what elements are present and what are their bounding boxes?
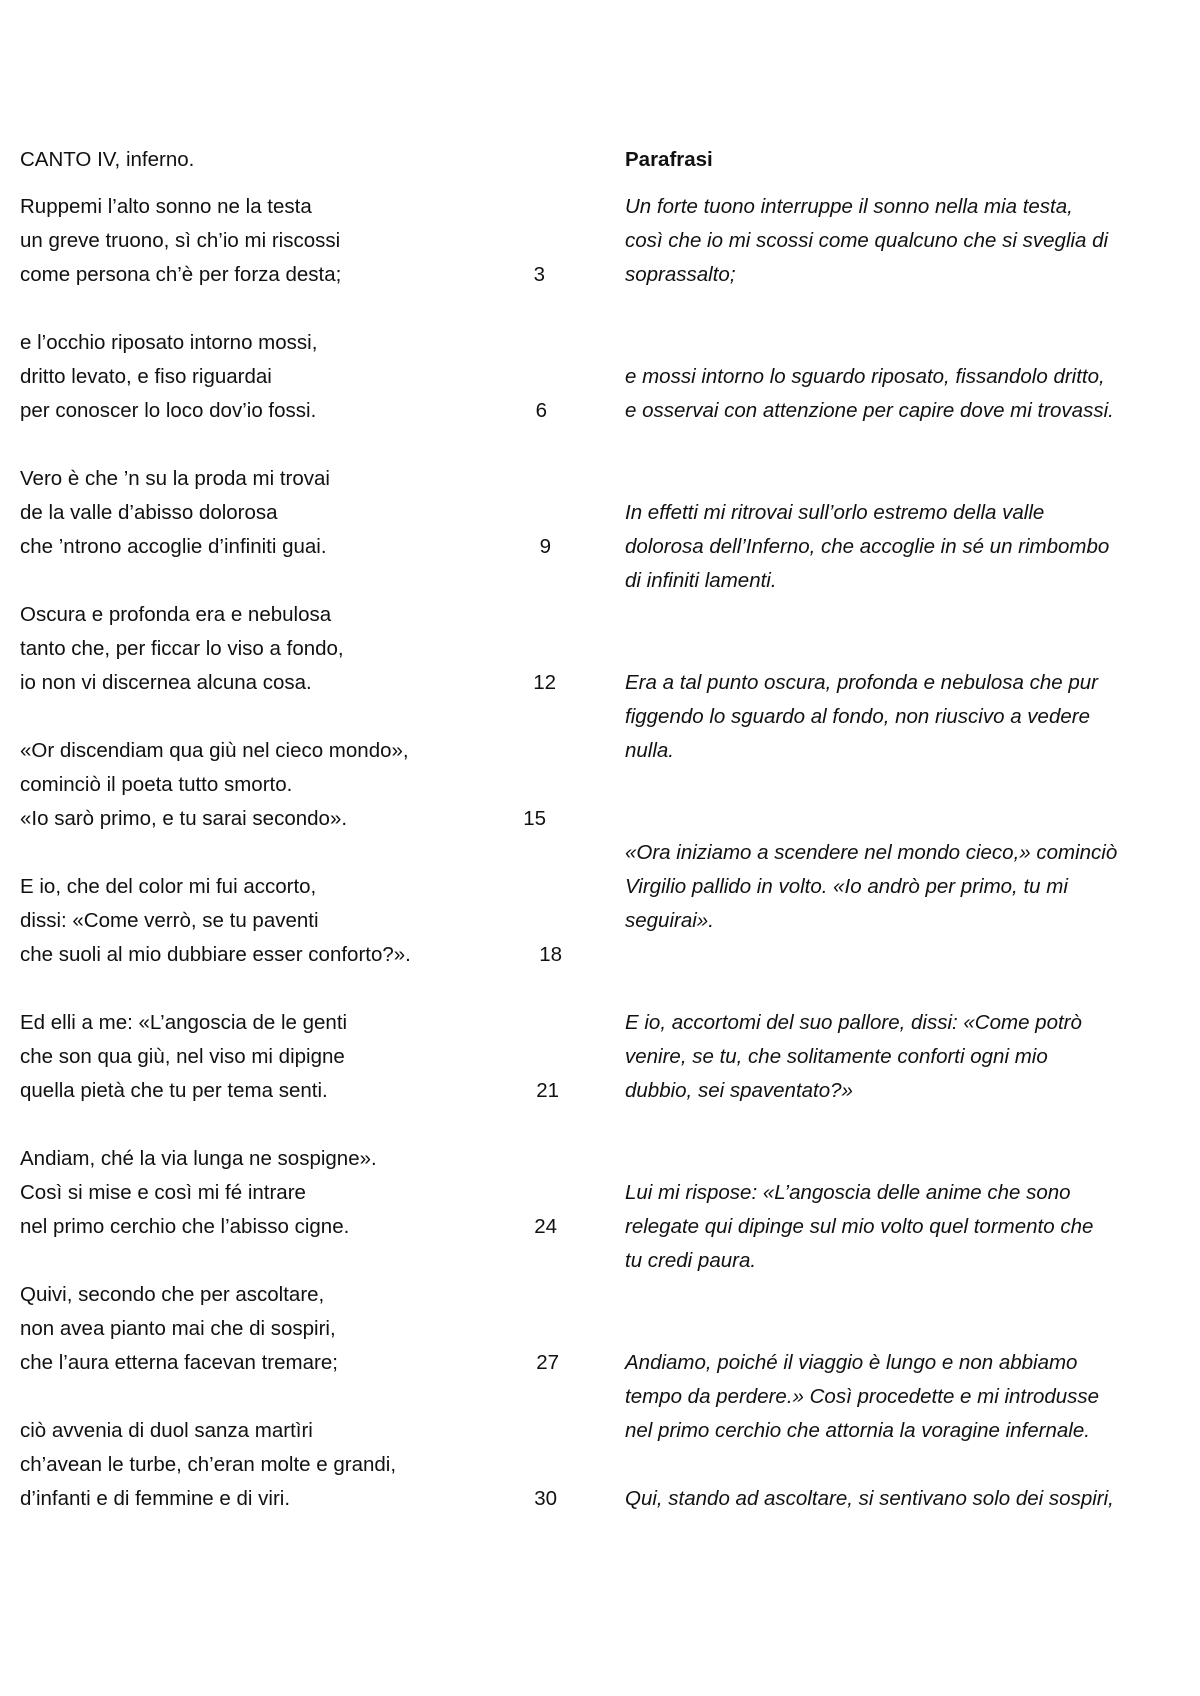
paraphrase-line: «Ora iniziamo a scendere nel mondo cieco,» cominciò — [625, 841, 1118, 864]
paraphrase-line: Un forte tuono interruppe il sonno nella mia testa, — [625, 195, 1073, 218]
verse-line: ch’avean le turbe, ch’eran molte e grandi, — [20, 1453, 397, 1476]
paraphrase-line: e mossi intorno lo sguardo riposato, fissandolo dritto, — [625, 365, 1105, 388]
verse-number: 27 — [536, 1351, 559, 1374]
verse-line: come persona ch’è per forza desta; — [20, 263, 342, 286]
paraphrase-line: Qui, stando ad ascoltare, si sentivano solo dei sospiri, — [625, 1487, 1114, 1510]
verse-line: io non vi discernea alcuna cosa. — [20, 671, 312, 694]
verse-line: che ’ntrono accoglie d’infiniti guai. — [20, 535, 327, 558]
paraphrase-line: soprassalto; — [625, 263, 736, 286]
verse-number: 21 — [536, 1079, 559, 1102]
verse-line: per conoscer lo loco dov’io fossi. — [20, 399, 317, 422]
verse-number: 6 — [535, 399, 547, 422]
paraphrase-line: venire, se tu, che solitamente conforti ogni mio — [625, 1045, 1048, 1068]
verse-line: Quivi, secondo che per ascoltare, — [20, 1283, 325, 1306]
verse-line: quella pietà che tu per tema senti. — [20, 1079, 328, 1102]
paraphrase-line: così che io mi scossi come qualcuno che si sveglia di — [625, 229, 1109, 252]
verse-line: «Io sarò primo, e tu sarai secondo». — [20, 807, 348, 830]
canto-title: CANTO IV, inferno. — [20, 148, 195, 171]
verse-number: 3 — [533, 263, 545, 286]
paraphrase-line: dolorosa dell’Inferno, che accoglie in sé un rimbombo — [625, 535, 1110, 558]
paraphrase-line: tempo da perdere.» Così procedette e mi introdusse — [625, 1385, 1100, 1408]
paraphrase-line: dubbio, sei spaventato?» — [625, 1079, 853, 1102]
verse-line: dritto levato, e fiso riguardai — [20, 365, 272, 388]
verse-line: Vero è che ’n su la proda mi trovai — [20, 467, 330, 490]
verse-line: che l’aura etterna facevan tremare; — [20, 1351, 338, 1374]
verse-number: 18 — [539, 943, 562, 966]
paraphrase-line: nulla. — [625, 739, 675, 762]
paraphrase-line: Lui mi rispose: «L’angoscia delle anime che sono — [625, 1181, 1071, 1204]
paraphrase-line: e osservai con attenzione per capire dove mi trovassi. — [625, 399, 1114, 422]
paraphrase-line: E io, accortomi del suo pallore, dissi: «Come potrò — [625, 1011, 1082, 1034]
verse-line: Ruppemi l’alto sonno ne la testa — [20, 195, 312, 218]
paraphrase-line: nel primo cerchio che attornia la voragine infernale. — [625, 1419, 1090, 1442]
verse-line: Andiam, ché la via lunga ne sospigne». — [20, 1147, 377, 1170]
verse-number: 30 — [534, 1487, 557, 1510]
verse-line: un greve truono, sì ch’io mi riscossi — [20, 229, 341, 252]
paraphrase-line: relegate qui dipinge sul mio volto quel tormento che — [625, 1215, 1094, 1238]
verse-line: dissi: «Come verrò, se tu paventi — [20, 909, 319, 932]
paraphrase-line: Era a tal punto oscura, profonda e nebulosa che pur — [625, 671, 1098, 694]
verse-line: d’infanti e di femmine e di viri. — [20, 1487, 291, 1510]
verse-line: «Or discendiam qua giù nel cieco mondo», — [20, 739, 409, 762]
verse-line: Così si mise e così mi fé intrare — [20, 1181, 306, 1204]
verse-line: che suoli al mio dubbiare esser conforto?». — [20, 943, 411, 966]
verse-line: E io, che del color mi fui accorto, — [20, 875, 317, 898]
verse-line: ciò avvenia di duol sanza martìri — [20, 1419, 313, 1442]
verse-line: de la valle d’abisso dolorosa — [20, 501, 278, 524]
paraphrase-line: tu credi paura. — [625, 1249, 757, 1272]
verse-line: non avea pianto mai che di sospiri, — [20, 1317, 336, 1340]
verse-line: tanto che, per ficcar lo viso a fondo, — [20, 637, 344, 660]
paraphrase-title: Parafrasi — [625, 148, 713, 171]
paraphrase-line: figgendo lo sguardo al fondo, non riuscivo a vedere — [625, 705, 1090, 728]
verse-line: cominciò il poeta tutto smorto. — [20, 773, 293, 796]
verse-line: Oscura e profonda era e nebulosa — [20, 603, 332, 626]
verse-line: che son qua giù, nel viso mi dipigne — [20, 1045, 345, 1068]
verse-number: 24 — [534, 1215, 557, 1238]
verse-number: 15 — [523, 807, 546, 830]
paraphrase-line: Virgilio pallido in volto. «Io andrò per primo, tu mi — [625, 875, 1068, 898]
verse-line: Ed elli a me: «L’angoscia de le genti — [20, 1011, 348, 1034]
verse-number: 12 — [533, 671, 556, 694]
paraphrase-line: Andiamo, poiché il viaggio è lungo e non abbiamo — [625, 1351, 1078, 1374]
paraphrase-line: di infiniti lamenti. — [625, 569, 777, 592]
paraphrase-line: In effetti mi ritrovai sull’orlo estremo della valle — [625, 501, 1045, 524]
verse-number: 9 — [539, 535, 551, 558]
paraphrase-line: seguirai». — [625, 909, 714, 932]
verse-line: nel primo cerchio che l’abisso cigne. — [20, 1215, 350, 1238]
verse-line: e l’occhio riposato intorno mossi, — [20, 331, 318, 354]
